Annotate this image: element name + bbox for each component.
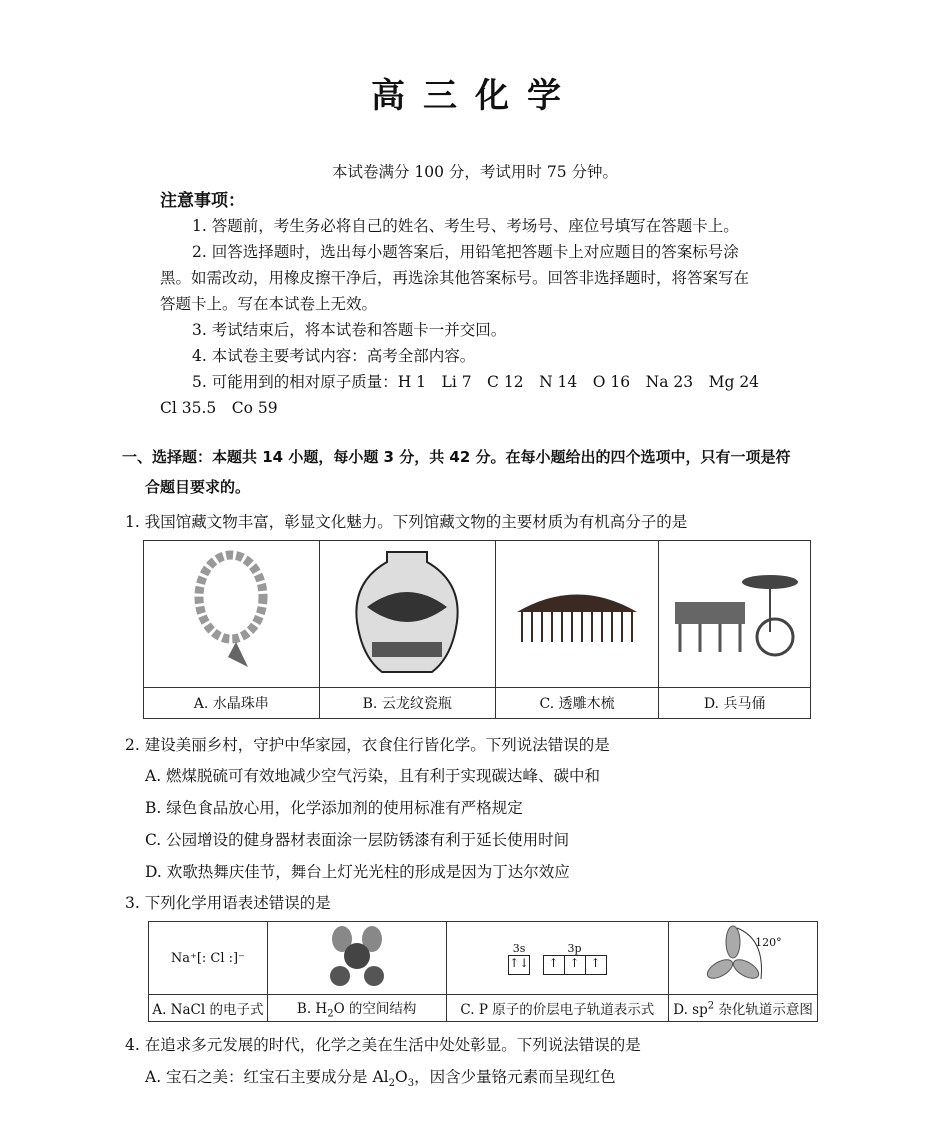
3p-label: 3p: [567, 941, 582, 955]
option-a: A. NaCl 的电子式: [149, 995, 268, 1022]
note-line: 5. 可能用到的相对原子质量：H 1 Li 7 C 12 N 14 O 16 Na 23 Mg 24: [192, 373, 760, 391]
option-a: A. 宝石之美：红宝石主要成分是 $Al_2O_3$，因含少量铬元素而呈现红色: [145, 1068, 616, 1090]
option-c: C. 公园增设的健身器材表面涂一层防锈漆有利于延长使用时间: [145, 831, 570, 849]
option-a: A. 水晶珠串: [144, 688, 320, 719]
option-d: D. 兵马俑: [659, 688, 811, 719]
note-line: 黑。如需改动，用橡皮擦干净后，再选涂其他答案标号。回答非选择题时，将答案写在: [160, 269, 750, 287]
note-line: 答题卡上。写在本试卷上无效。: [160, 295, 378, 313]
question-3-stem: 3. 下列化学用语表述错误的是: [125, 894, 331, 912]
question-4-stem: 4. 在追求多元发展的时代，化学之美在生活中处处彰显。下列说法错误的是: [125, 1036, 641, 1054]
note-line: 2. 回答选择题时，选出每小题答案后，用铅笔把答题卡上对应题目的答案标号涂: [192, 243, 739, 261]
note-line: 4. 本试卷主要考试内容：高考全部内容。: [192, 347, 476, 365]
note-line: 3. 考试结束后，将本试卷和答题卡一并交回。: [192, 321, 507, 339]
orbital-diagram: 3s ↑↓ 3p ↑ ↑ ↑: [446, 922, 669, 995]
option-c: C. 透雕木梳: [495, 688, 658, 719]
option-b: B. 云龙纹瓷瓶: [319, 688, 495, 719]
terracotta-chariot-image: [659, 541, 811, 688]
porcelain-vase-image: [319, 541, 495, 688]
angle-label: 120°: [755, 936, 782, 949]
notes-heading: 注意事项：: [160, 191, 245, 211]
note-line: 1. 答题前，考生务必将自己的姓名、考生号、考场号、座位号填写在答题卡上。: [192, 217, 739, 235]
question-1-table: [143, 540, 811, 719]
3s-label: 3s: [512, 941, 526, 955]
question-3-table: [148, 921, 818, 1022]
sp2-orbital-image: [669, 922, 818, 995]
option-c: C. P 原子的价层电子轨道表示式: [446, 995, 669, 1022]
question-2-stem: 2. 建设美丽乡村，守护中华家园，衣食住行皆化学。下列说法错误的是: [125, 736, 610, 754]
section-heading: 一、选择题：本题共 14 小题，每小题 3 分，共 42 分。在每小题给出的四个选项中，只有一项是符: [122, 448, 791, 466]
wooden-comb-image: [495, 541, 658, 688]
option-a: A. 燃煤脱硫可有效地减少空气污染，且有利于实现碳达峰、碳中和: [145, 767, 601, 785]
option-d: D. $sp^2$ 杂化轨道示意图: [669, 995, 818, 1022]
option-d: D. 欢歌热舞庆佳节，舞台上灯光光柱的形成是因为丁达尔效应: [145, 863, 570, 881]
option-b: B. $H_2O$ 的空间结构: [267, 995, 446, 1022]
page-title: 高三化学: [371, 76, 579, 116]
exam-intro: 本试卷满分 100 分，考试用时 75 分钟。: [331, 163, 619, 181]
nacl-electron-formula: Na⁺[: Cl :]⁻: [149, 922, 268, 995]
option-b: B. 绿色食品放心用，化学添加剂的使用标准有严格规定: [145, 799, 523, 817]
crystal-beads-image: [144, 541, 320, 688]
note-line: Cl 35.5 Co 59: [160, 399, 278, 417]
section-heading: 合题目要求的。: [145, 478, 251, 496]
water-structure-image: [267, 922, 446, 995]
question-1-stem: 1. 我国馆藏文物丰富，彰显文化魅力。下列馆藏文物的主要材质为有机高分子的是: [125, 513, 688, 531]
